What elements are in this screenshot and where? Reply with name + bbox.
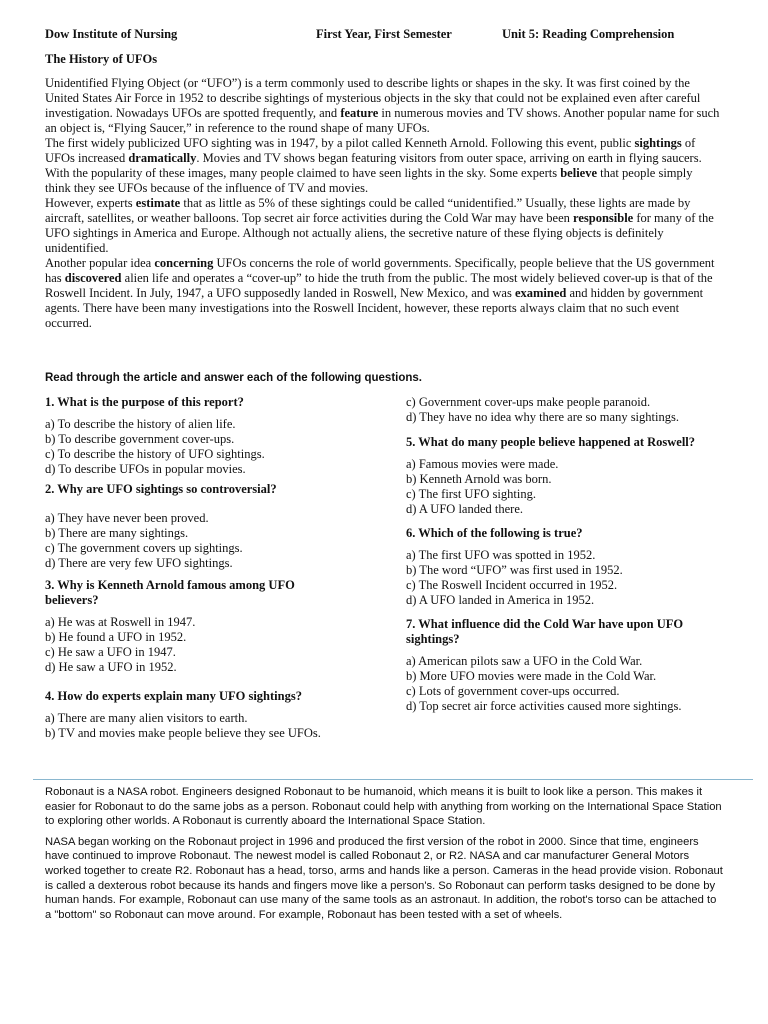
- answer-option: a) To describe the history of alien life.: [45, 417, 236, 431]
- question-block: [45, 395, 365, 477]
- answer-options: [406, 395, 706, 425]
- emphasized-word: discovered: [64, 271, 122, 285]
- question-block: [406, 435, 726, 517]
- robonaut-passage: [45, 785, 725, 928]
- emphasized-word: feature: [340, 106, 379, 120]
- answer-option: a) Famous movies were made.: [406, 457, 559, 471]
- institution-name: Dow Institute of Nursing: [45, 27, 178, 41]
- article-title: The History of UFOs: [45, 52, 158, 66]
- question-block: [406, 617, 726, 714]
- article-paragraph: Unidentified Flying Object (or “UFO”) is a term commonly used to describe lights or shapes in the sky. It was first coined by the United States Air Force in 1952 to describe sightings of mysterious objects in the sky that could not be explained even after careful investigation. Nowadays UFOs are spotted frequently, and feature in numerous movies and TV shows. Another popular name for such an object is, “Flying Saucer,” in reference to the round shape of many UFOs.: [45, 76, 720, 135]
- question-block-continued: [406, 395, 726, 425]
- unit-label: Unit 5: Reading Comprehension: [502, 27, 675, 41]
- answer-option: b) The word “UFO” was first used in 1952.: [406, 563, 623, 577]
- answer-option: b) TV and movies make people believe they see UFOs.: [45, 726, 321, 740]
- article-paragraph: However, experts estimate that as little as 5% of these sightings could be called “unidentified.” Usually, these lights are made by aircraft, satellites, or weather balloons. Top secret air force activities during the Cold War may have been responsible for many of the UFO sightings in America and Europe. Although not actually aliens, the secretive nature of these flying objects is definitely unidentified.: [45, 196, 714, 255]
- emphasized-word: examined: [514, 286, 567, 300]
- answer-option: a) He was at Roswell in 1947.: [45, 615, 196, 629]
- questions-left-column: [45, 395, 365, 749]
- answer-option: d) There are very few UFO sightings.: [45, 556, 233, 570]
- answer-option: c) Lots of government cover-ups occurred.: [406, 684, 620, 698]
- answer-option: c) The first UFO sighting.: [406, 487, 536, 501]
- answer-option: b) He found a UFO in 1952.: [45, 630, 187, 644]
- question-text: 4. How do experts explain many UFO sightings?: [45, 689, 302, 703]
- semester-label: First Year, First Semester: [316, 27, 452, 41]
- emphasized-word: concerning: [154, 256, 214, 270]
- question-block: [406, 526, 726, 608]
- answer-option: b) To describe government cover-ups.: [45, 432, 235, 446]
- question-text: 2. Why are UFO sightings so controversial?: [45, 482, 277, 496]
- emphasized-word: responsible: [573, 211, 634, 225]
- emphasized-word: sightings: [634, 136, 682, 150]
- answer-option: c) The government covers up sightings.: [45, 541, 243, 555]
- answer-option: a) They have never been proved.: [45, 511, 209, 525]
- article-paragraph: Another popular idea concerning UFOs concerns the role of world governments. Specifically, people believe that the US government has discovered alien life and operates a “cover-up” to hide the truth from the public. The most widely believed cover-up is that of the Roswell Incident. In July, 1947, a UFO supposedly landed in Roswell, New Mexico, and was examined and hidden by government agents. There have been many investigations into the Roswell Incident, however, these reports always claim that no such event occurred.: [45, 256, 715, 330]
- answer-option: a) There are many alien visitors to earth.: [45, 711, 248, 725]
- question-block: [45, 578, 365, 675]
- emphasized-word: believe: [560, 166, 598, 180]
- page-header: [45, 27, 711, 43]
- answer-option: d) A UFO landed there.: [406, 502, 523, 516]
- answer-option: d) A UFO landed in America in 1952.: [406, 593, 595, 607]
- answer-option: b) Kenneth Arnold was born.: [406, 472, 552, 486]
- article-paragraph: The first widely publicized UFO sighting was in 1947, by a pilot called Kenneth Arnold. Following this event, public sightings of UFOs increased dramatically. Movies and TV shows began featuring visitors from outer space, arriving on earth in flying saucers. With the popularity of these images, many people claimed to have seen lights in the sky. Some experts believe that people simply think they see UFOs because of the influence of TV and movies.: [45, 136, 702, 195]
- answer-option: c) He saw a UFO in 1947.: [45, 645, 176, 659]
- question-text: 1. What is the purpose of this report?: [45, 395, 244, 409]
- answer-option: c) To describe the history of UFO sightings.: [45, 447, 265, 461]
- answer-option: a) The first UFO was spotted in 1952.: [406, 548, 596, 562]
- answer-option: d) Top secret air force activities caused more sightings.: [406, 699, 682, 713]
- answer-options: [45, 417, 365, 477]
- question-text: 7. What influence did the Cold War have upon UFO sightings?: [406, 617, 684, 646]
- answer-option: d) To describe UFOs in popular movies.: [45, 462, 246, 476]
- questions-right-column: [406, 395, 726, 722]
- section-divider: [33, 779, 753, 780]
- article-body: [45, 76, 720, 331]
- answer-options: [406, 548, 726, 608]
- answer-option: b) There are many sightings.: [45, 526, 189, 540]
- answer-option: d) They have no idea why there are so many sightings.: [406, 410, 679, 424]
- question-text: 6. Which of the following is true?: [406, 526, 583, 540]
- answer-option: c) The Roswell Incident occurred in 1952.: [406, 578, 618, 592]
- instructions: Read through the article and answer each of the following questions.: [45, 372, 422, 384]
- emphasized-word: dramatically: [128, 151, 197, 165]
- emphasized-word: estimate: [135, 196, 181, 210]
- answer-option: b) More UFO movies were made in the Cold War.: [406, 669, 657, 683]
- answer-options: [45, 615, 365, 675]
- passage-paragraph: Robonaut is a NASA robot. Engineers designed Robonaut to be humanoid, which means it is built to look like a person. This makes it easier for Robonaut to do the same jobs as a person. Robonaut could help with anything from working on the International Space Station to exploring other worlds. A Robonaut is currently aboard the International Space Station.: [45, 786, 722, 828]
- question-text: 5. What do many people believe happened at Roswell?: [406, 435, 696, 449]
- question-block: [45, 689, 365, 741]
- answer-options: [45, 711, 345, 741]
- passage-paragraph: NASA began working on the Robonaut project in 1996 and produced the first version of the robot in 2000. Since that time, engineers have continued to improve Robonaut. The newest model is called Robonaut 2, or R2. NASA and car manufacturer General Motors worked together to create R2. Robonaut has a head, torso, arms and hands like a person. Cameras in the head provide vision. Robonaut is called a dexterous robot because its hands and fingers move like a person's. So Robonaut can perform tasks designed to be done by human hands. For example, Robonaut can use many of the same tools as an astronaut. In addition, the robot's torso can be attached to a "bottom" so Robonaut can move around. For example, Robonaut has been tested with a set of wheels.: [45, 835, 723, 921]
- question-block: [45, 482, 365, 571]
- answer-option: a) American pilots saw a UFO in the Cold War.: [406, 654, 643, 668]
- answer-options: [406, 457, 726, 517]
- answer-options: [406, 654, 716, 714]
- answer-options: [45, 511, 365, 571]
- answer-option: c) Government cover-ups make people paranoid.: [406, 395, 651, 409]
- question-text: 3. Why is Kenneth Arnold famous among UFO believers?: [45, 578, 295, 607]
- answer-option: d) He saw a UFO in 1952.: [45, 660, 177, 674]
